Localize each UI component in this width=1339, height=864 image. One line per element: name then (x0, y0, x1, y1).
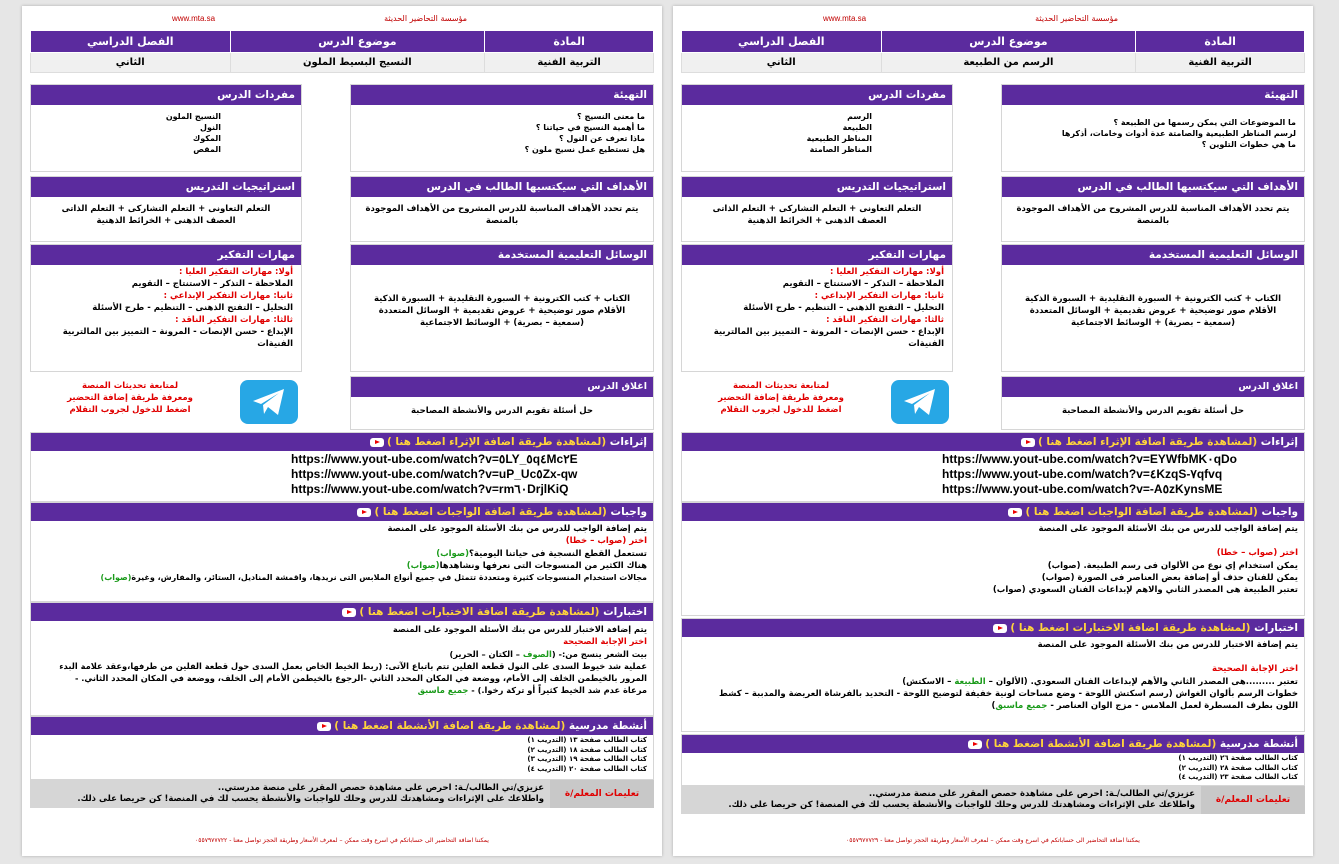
goals-text: يتم تحدد الأهداف المناسبة للدرس المشروح من الأهداف الموجودة بالمنصة (1016, 204, 1290, 226)
tests-help-link[interactable]: (لمشاهدة طريقة اضافة الاختبارات اضغط هنا ) (339, 606, 599, 618)
homework-help-link[interactable]: (لمشاهدة طريقة اضافة الواجبات اضغط هنا ) (1005, 506, 1257, 518)
telegram-promo[interactable] (30, 376, 300, 428)
tests-question-2: خطوات الرسم بألوان الغواش (رسم اسكتش اللوحة - وضع مساحات لونية خفيفة لتوضيح اللوحة - التحديد بالفرشاة العريضة والمدببة – كشط (719, 688, 1298, 699)
vocab-item: المكوك (192, 134, 221, 143)
enrichment-section (30, 432, 654, 502)
goals-box (350, 176, 654, 242)
vocab-item: النول (200, 123, 221, 132)
homework-answer: (صواب) (436, 548, 469, 559)
activity-item: كتاب الطالب صفحة ٢٠ (التدريب ٤) (527, 764, 647, 773)
goals-title: الأهداف التي سيكتسبها الطالب في الدرس (351, 177, 653, 197)
closing-box (1001, 376, 1305, 430)
tests-choose: اختر الإجابة الصحيحة (1212, 664, 1298, 675)
warmup-title: التهيئة (351, 85, 653, 105)
tests-section (30, 602, 654, 716)
topic-value: الرسم من الطبيعة (881, 53, 1136, 73)
thinking-t3: الإبداع - حسن الإنصات - المرونة – التمييز بين المالتربية الفنيةات (62, 327, 293, 349)
youtube-icon[interactable] (370, 438, 384, 447)
media-line: (سمعية – بصرية) + الوسائط الاجتماعية (419, 318, 585, 328)
activities-title: أنشطة مدرسية (1219, 738, 1298, 750)
telegram-line: لمتابعة تحديثات المنصة (732, 381, 830, 391)
media-box (1001, 244, 1305, 372)
warmup-title: التهيئة (1002, 85, 1304, 105)
warmup-line: هل تستطيع عمل نسيج ملون ؟ (524, 145, 645, 154)
thinking-box (681, 244, 953, 372)
warmup-line: ما الموضوعات التي يمكن رسمها من الطبيعة ؟ (1113, 118, 1296, 127)
teacher-note-line: واطلاعك على الإثراءات ومشاهدتك للدرس وحلك للواجبات والأنشطة يحسب لك في المنصة! كن حريصا على ذلك. (728, 800, 1195, 810)
media-line: (سمعية – بصرية) + الوسائط الاجتماعية (1070, 318, 1236, 328)
strategy-line: العصف الذهنى + الخرائط الذهنية (96, 216, 236, 226)
homework-section (30, 502, 654, 602)
media-box (350, 244, 654, 372)
homework-title: واجبات (610, 506, 647, 518)
warmup-line: ماذا تعرف عن النول ؟ (558, 134, 645, 143)
warmup-line: ما أهمية النسيج في حياتنا ؟ (535, 123, 645, 132)
vocab-item: الطبيعة (842, 123, 872, 132)
youtube-icon[interactable] (342, 608, 356, 617)
term-value: الثاني (31, 53, 231, 73)
media-line: الكتاب + كتب الكترونية + السبورة التقليدية + السبورة الذكية (1025, 294, 1281, 304)
enrichment-section (681, 432, 1305, 502)
tests-question-1: بيت الشعر ينسج من:- (الصوف – الكتان – الحرير) (449, 648, 647, 659)
vocab-item: النسيج الملون (165, 112, 221, 121)
vocab-item: الرسم (847, 112, 872, 121)
telegram-line: ومعرفة طريقة إضافة التحضير (718, 393, 844, 403)
warmup-line: ما هي خطوات التلوين ؟ (1201, 140, 1296, 149)
tests-question-2-cont: اللون بطرف المسطرة لعمل الملامس - مزج الوان العناصر - جميع ماسبق) (991, 701, 1298, 712)
thinking-h1: أولا: مهارات التفكير العليا : (178, 267, 293, 277)
lesson-page-weaving (22, 6, 662, 856)
subject-value: التربية الفنية (1136, 53, 1305, 73)
homework-intro: يتم إضافة الواجب للدرس من بنك الأسئلة الموجود على المنصة (387, 524, 647, 534)
media-line: الأقلام صور توضيحية + عروض تقديمية + الوسائل المتعددة (1029, 306, 1277, 316)
vocab-item: المناظر الطبيعية (806, 134, 872, 143)
youtube-icon[interactable] (1008, 508, 1022, 517)
goals-title: الأهداف التي سيكتسبها الطالب في الدرس (1002, 177, 1304, 197)
term-heading: الفصل الدراسي (682, 31, 882, 53)
activity-item: كتاب الطالب صفحة ١٩ (التدريب ٣) (527, 755, 647, 763)
tests-intro: يتم إضافة الاختبار للدرس من بنك الأسئلة الموجود على المنصة (392, 624, 647, 634)
tests-intro: يتم إضافة الاختبار للدرس من بنك الأسئلة الموجود على المنصة (1037, 640, 1298, 650)
strategy-line: التعلم التعاونى + التعلم التشاركى + التعلم الذاتى (61, 204, 271, 214)
warmup-line: لرسم المناظر الطبيعية والصامتة عدة أدوات وخامات، أذكرها (1061, 129, 1296, 138)
telegram-icon[interactable] (240, 380, 298, 424)
youtube-icon[interactable] (357, 508, 371, 517)
youtube-icon[interactable] (317, 722, 331, 731)
activity-item: كتاب الطالب صفحة ٢٨ (التدريب ٢) (1178, 763, 1298, 772)
warmup-box (350, 84, 654, 172)
tests-choose: اختر الإجابة الصحيحة (563, 636, 647, 647)
topic-heading: موضوع الدرس (230, 31, 485, 53)
activities-section (30, 716, 654, 780)
media-line: الكتاب + كتب الكترونية + السبورة التقليدية + السبورة الذكية (374, 294, 630, 304)
telegram-line: ومعرفة طريقة إضافة التحضير (67, 393, 193, 403)
thinking-h2: ثانيا: مهارات التفكير الإبداعي : (814, 291, 944, 301)
org-name: مؤسسة التحاضير الحديثة (1035, 14, 1118, 23)
vocab-box (30, 84, 302, 172)
homework-help-link[interactable]: (لمشاهدة طريقة اضافة الواجبات اضغط هنا ) (354, 506, 606, 518)
homework-question: تستعمل القطع النسجية فى حياتنا اليومية؟(صواب) (436, 548, 647, 559)
strategy-line: التعلم التعاونى + التعلم التشاركى + التعلم الذاتى (712, 204, 922, 214)
telegram-icon[interactable] (891, 380, 949, 424)
youtube-icon[interactable] (993, 624, 1007, 633)
strategies-box (681, 176, 953, 242)
closing-text: حل أسئلة تقويم الدرس والأنشطة المصاحبة (1062, 406, 1244, 416)
subject-heading: المادة (485, 31, 654, 53)
term-heading: الفصل الدراسي (31, 31, 231, 53)
closing-title: اغلاق الدرس (1002, 377, 1304, 397)
enrichment-url[interactable]: https://www.yout-ube.com/watch?v=EYWfbMK٠qDo (942, 452, 1238, 466)
enrichment-title: إثراءات (1260, 436, 1298, 448)
homework-question: هناك الكثير من المنسوجات التى نعرفها ونشاهدها(صواب) (406, 560, 647, 571)
warmup-line: ما معنى النسيج ؟ (577, 112, 645, 121)
thinking-t3: الإبداع - حسن الإنصات - المرونة – التمييز بين المالتربية الفنيةات (713, 327, 944, 349)
closing-text: حل أسئلة تقويم الدرس والأنشطة المصاحبة (411, 406, 593, 416)
goals-box (1001, 176, 1305, 242)
topic-value: النسيج البسيط الملون (230, 53, 485, 73)
youtube-icon[interactable] (968, 740, 982, 749)
thinking-title: مهارات التفكير (682, 245, 952, 265)
vocab-item: المقص (193, 145, 221, 154)
warmup-box (1001, 84, 1305, 172)
tests-answer: جميع ماسبق (417, 685, 469, 696)
teacher-note-line: واطلاعك على الإثراءات ومشاهدتك للدرس وحلك للواجبات والأنشطة يحسب لك في المنصة! كن حريصا على ذلك. (77, 794, 544, 804)
thinking-box (30, 244, 302, 372)
thinking-t2: التحليل – التفتح الذهنى – التنظيم - طرح الأسئلة (743, 303, 944, 313)
topic-heading: موضوع الدرس (881, 31, 1136, 53)
tests-answer: الطبيعة (954, 676, 986, 687)
enrichment-url[interactable]: https://www.yout-ube.com/watch?v=uP_Uc٥Zx-qw (291, 467, 578, 481)
tests-answer: جميع ماسبق (995, 701, 1048, 712)
homework-question: يمكن للفنان حذف أو إضافة بعض العناصر فى الصورة (صواب) (1041, 572, 1298, 583)
telegram-line: اضغط للدخول لجروب التقلام (69, 405, 191, 415)
page-footer: يمكننا اضافة التحاضير الى حساباتكم في اسرع وقت ممكن – لمعرف الأسعار وطريقة الحجز تواصل معنا - ٠٥٥٧٩٧٧٧٢٢ (195, 837, 489, 844)
site-link[interactable]: www.mta.sa (823, 14, 867, 23)
enrichment-help-link[interactable]: (لمشاهدة طريقة اضافة الإثراء اضغط هنا ) (367, 436, 606, 448)
lesson-header-table (681, 30, 1305, 73)
subject-heading: المادة (1136, 31, 1305, 53)
enrichment-url[interactable]: https://www.yout-ube.com/watch?v=-A٥zKynsME (942, 482, 1223, 496)
enrichment-url[interactable]: https://www.yout-ube.com/watch?v=٤KzqS-٧qfvq (942, 467, 1223, 481)
media-title: الوسائل التعليمية المستخدمة (1002, 245, 1304, 265)
lesson-header-table (30, 30, 654, 73)
strategies-title: استراتيجيات التدريس (31, 177, 301, 197)
activity-item: كتاب الطالب صفحة ١٣ (التدريب ١) (527, 736, 647, 744)
vocab-item: المناظر الصامتة (809, 145, 872, 154)
tests-question-2-cont: المرور بالخيطمن الخلف إلى الأمام، ووضعة في المكان المحدد الثاني -الرجوع بالخيطمن الأمام إلى الخلف، ووضعة في المكان المحدد الثاني. - (74, 673, 647, 684)
homework-intro: يتم إضافة الواجب للدرس من بنك الأسئلة الموجود على المنصة (1038, 524, 1298, 534)
activity-item: كتاب الطالب صفحة ٢٣ (التدريب ٤) (1178, 773, 1298, 781)
vocab-box (681, 84, 953, 172)
teacher-notes (681, 786, 1305, 814)
activities-help-link[interactable]: (لمشاهدة طريقة اضافة الأنشطة اضغط هنا ) (314, 720, 565, 732)
tests-title: اختبارات (603, 606, 647, 618)
homework-question: تعتبر الطبيعة هى المصدر الثاني والاهم لإبداعات الفنان السعودي (صواب) (992, 585, 1298, 596)
activities-title: أنشطة مدرسية (568, 720, 647, 732)
tests-question-2: عملية شد خيوط السدى على النول قطعة الفلين تتم باتباع الآتى: (ربط الخيط الخاص بعمل السدى حول قطعة الفلين من طرفها،وعقد علامة البدء (59, 660, 647, 671)
closing-box (350, 376, 654, 430)
activity-item: كتاب الطالب صفحة ١٨ (التدريب ٢) (527, 745, 647, 754)
page-footer: يمكننا اضافة التحاضير الى حساباتكم في اسرع وقت ممكن – لمعرف الأسعار وطريقة الحجز تواصل معنا - ٠٥٥٧٩٧٧٧٢٩ (846, 837, 1140, 844)
homework-answer: (صواب) (406, 560, 440, 571)
term-value: الثاني (682, 53, 882, 73)
enrichment-help-link[interactable]: (لمشاهدة طريقة اضافة الإثراء اضغط هنا ) (1018, 436, 1257, 448)
homework-choose: اختر (صواب – خطا) (565, 536, 647, 547)
homework-question: يمكن استخدام إي نوع من الألوان فى رسم الطبيعة. (صواب) (1047, 560, 1298, 571)
tests-question-1: تعتبر .........هى المصدر الثاني والأهم لإبداعات الفنان السعودي. (الألوان – الطبيعة – الاسكتش) (902, 676, 1298, 687)
thinking-h1: أولا: مهارات التفكير العليا : (829, 267, 944, 277)
telegram-promo[interactable] (681, 376, 951, 428)
tests-answer: الصوف (522, 648, 552, 659)
thinking-t1: الملاحظة – التذكر – الاستنتاج – التقويم (131, 279, 293, 289)
enrichment-url[interactable]: https://www.yout-ube.com/watch?v=rm٦٠DrjlKiQ (291, 482, 569, 496)
enrichment-url[interactable]: https://www.yout-ube.com/watch?v=٥LY_٥q٤Mc٢E (291, 452, 578, 466)
media-title: الوسائل التعليمية المستخدمة (351, 245, 653, 265)
thinking-title: مهارات التفكير (31, 245, 301, 265)
enrichment-title: إثراءات (609, 436, 647, 448)
media-line: الأقلام صور توضيحية + عروض تقديمية + الوسائل المتعددة (378, 306, 626, 316)
tests-title: اختبارات (1254, 622, 1298, 634)
activities-help-link[interactable]: (لمشاهدة طريقة اضافة الأنشطة اضغط هنا ) (965, 738, 1216, 750)
strategies-title: استراتيجيات التدريس (682, 177, 952, 197)
tests-section (681, 618, 1305, 732)
homework-question: مجالات استخدام المنسوجات كثيرة ومتعددة تتمثل في جميع أنواع الملابس التى نريدها، واقمشة المناديل، الستائر، والمفارش، وغيرة(صواب) (100, 573, 647, 583)
strategy-line: العصف الذهنى + الخرائط الذهنية (747, 216, 887, 226)
teacher-notes (30, 780, 654, 808)
vocab-title: مفردات الدرس (682, 85, 952, 105)
homework-title: واجبات (1261, 506, 1298, 518)
thinking-h3: ثالثا: مهارات التفكير الناقد : (826, 315, 944, 325)
teacher-note-line: عزيزي/تي الطالب/ـة: احرص على مشاهدة حصص المقرر على منصة مدرستي.. (217, 783, 544, 793)
teacher-notes-label: تعليمات المعلم/ة (550, 780, 654, 808)
teacher-note-line: عزيزي/تي الطالب/ـة: احرص على مشاهدة حصص المقرر على منصة مدرستي.. (868, 789, 1195, 799)
lesson-page-nature (673, 6, 1313, 856)
subject-value: التربية الفنية (485, 53, 654, 73)
activity-item: كتاب الطالب صفحة ٢٦ (التدريب ١) (1178, 754, 1298, 762)
tests-help-link[interactable]: (لمشاهدة طريقة اضافة الاختبارات اضغط هنا ) (990, 622, 1250, 634)
vocab-title: مفردات الدرس (31, 85, 301, 105)
homework-answer: (صواب) (100, 573, 132, 583)
goals-text: يتم تحدد الأهداف المناسبة للدرس المشروح من الأهداف الموجودة بالمنصة (365, 204, 639, 226)
homework-choose: اختر (صواب – خطا) (1216, 548, 1298, 559)
thinking-t1: الملاحظة – التذكر – الاستنتاج – التقويم (782, 279, 944, 289)
activities-section (681, 734, 1305, 786)
site-link[interactable]: www.mta.sa (172, 14, 216, 23)
thinking-h3: ثالثا: مهارات التفكير الناقد : (175, 315, 293, 325)
strategies-box (30, 176, 302, 242)
closing-title: اغلاق الدرس (351, 377, 653, 397)
youtube-icon[interactable] (1021, 438, 1035, 447)
homework-section (681, 502, 1305, 616)
thinking-h2: ثانيا: مهارات التفكير الإبداعي : (163, 291, 293, 301)
telegram-line: لمتابعة تحديثات المنصة (81, 381, 179, 391)
teacher-notes-label: تعليمات المعلم/ة (1201, 786, 1305, 814)
org-name: مؤسسة التحاضير الحديثة (384, 14, 467, 23)
tests-question-2-end: مرعاة عدم شد الخيط كثيراً أو تركة رخوا.) - جميع ماسبق (417, 685, 647, 696)
thinking-t2: التحليل – التفتح الذهنى – التنظيم - طرح الأسئلة (92, 303, 293, 313)
telegram-line: اضغط للدخول لجروب التقلام (720, 405, 842, 415)
